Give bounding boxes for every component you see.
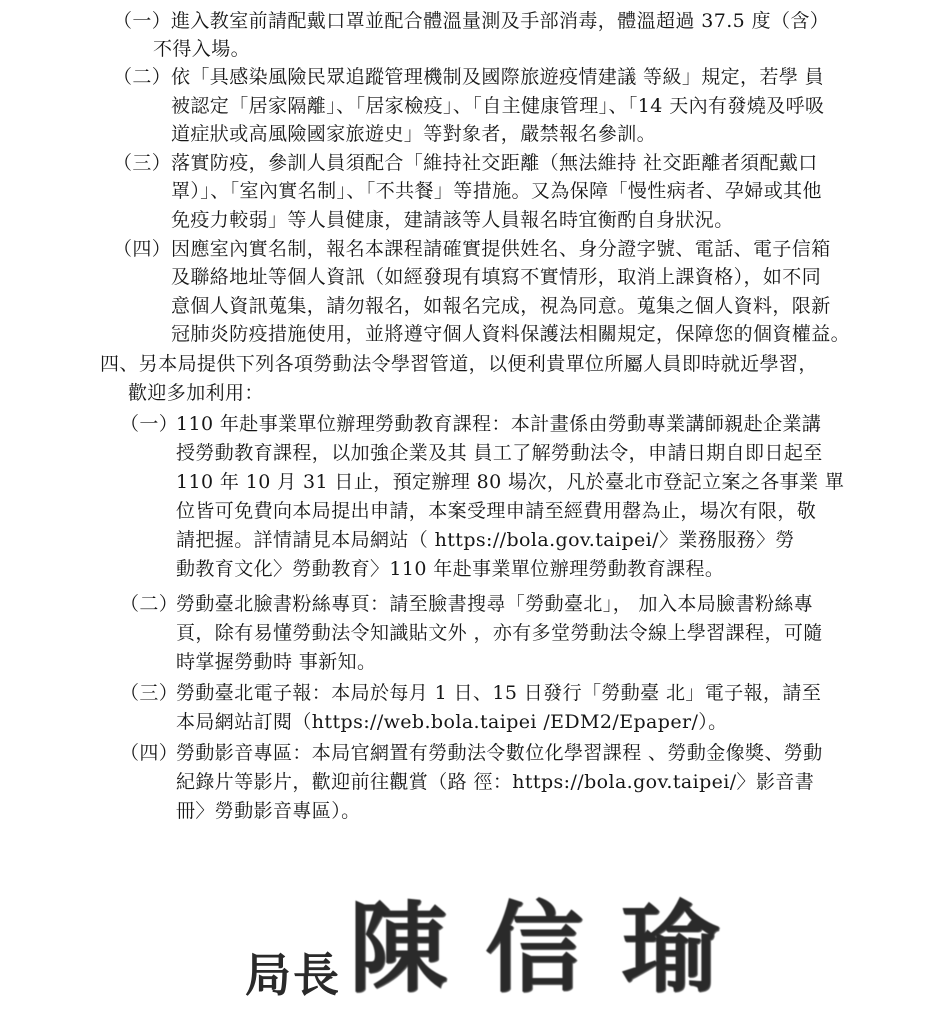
item-marker: （二） bbox=[120, 593, 179, 615]
text-line: 勞動臺北電子報：本局於每月 1 日、15 日發行「勞動臺 北」電子報，請至 bbox=[176, 682, 822, 704]
text-line: 及聯絡地址等個人資訊（如經發現有填寫不實情形，取消上課資格），如不同 bbox=[171, 266, 822, 288]
text-line: 紀錄片等影片，歡迎前往觀賞（路 徑：https://bola.gov.taipei/〉影音書 bbox=[176, 771, 815, 793]
section-heading: 歡迎多加利用： bbox=[128, 382, 264, 404]
item-marker: （三） bbox=[113, 152, 172, 174]
text-line: 冠肺炎防疫措施使用，並將遵守個人資料保護法相關規定，保障您的個資權益。 bbox=[171, 323, 851, 345]
item-marker: （一） bbox=[113, 10, 172, 32]
text-line: 因應室內實名制，報名本課程請確實提供姓名、身分證字號、電話、電子信箱 bbox=[171, 238, 831, 260]
text-line: 落實防疫，參訓人員須配合「維持社交距離（無法維持 社交距離者須配戴口 bbox=[171, 152, 818, 174]
text-line: 110 年 10 月 31 日止，預定辦理 80 場次，凡於臺北市登記立案之各事業 單 bbox=[176, 471, 845, 493]
item-marker: （三） bbox=[120, 682, 179, 704]
text-line: 位皆可免費向本局提出申請，本案受理申請至經費用罄為止，場次有限，敬 bbox=[176, 500, 817, 522]
item-marker: （四） bbox=[120, 742, 179, 764]
signature-name: 陳信瑜 bbox=[349, 891, 758, 1006]
text-line: 免疫力較弱」等人員健康，建請該等人員報名時宜衡酌自身狀況。 bbox=[171, 209, 734, 231]
text-line: 進入教室前請配戴口罩並配合體溫量測及手部消毒，體溫超過 37.5 度（含） bbox=[171, 10, 830, 32]
text-line: 時掌握勞動時 事新知。 bbox=[176, 651, 377, 673]
item-marker: （一） bbox=[120, 413, 179, 435]
signature-title: 局長 bbox=[245, 948, 341, 1002]
text-line: 被認定「居家隔離」、「居家檢疫」、「自主健康管理」、「14 天內有發燒及呼吸 bbox=[171, 95, 825, 117]
text-line: 110 年赴事業單位辦理勞動教育課程：本計畫係由勞動專業講師親赴企業講 bbox=[176, 413, 822, 435]
text-line: 頁，除有易懂勞動法令知識貼文外 ，亦有多堂勞動法令線上學習課程，可隨 bbox=[176, 622, 823, 644]
text-line: 罩）」、「室內實名制」、「不共餐」等措施。又為保障「慢性病者、孕婦或其他 bbox=[171, 180, 822, 202]
text-line: 道症狀或高風險國家旅遊史」等對象者，嚴禁報名參訓。 bbox=[171, 123, 657, 145]
text-line: 勞動影音專區：本局官網置有勞動法令數位化學習課程 、勞動金像獎、勞動 bbox=[176, 742, 823, 764]
item-marker: （二） bbox=[113, 66, 172, 88]
text-line: 動教育文化〉勞動教育〉110 年赴事業單位辦理勞動教育課程。 bbox=[176, 558, 725, 580]
text-line: 勞動臺北臉書粉絲專頁：請至臉書搜尋「勞動臺北」， 加入本局臉書粉絲專 bbox=[176, 593, 814, 615]
section-heading: 四、另本局提供下列各項勞動法令學習管道，以便利貴單位所屬人員即時就近學習， bbox=[100, 353, 818, 375]
director-signature-stamp bbox=[245, 891, 758, 1006]
text-line: 冊〉勞動影音專區）。 bbox=[176, 800, 361, 822]
text-line: 依「具感染風險民眾追蹤管理機制及國際旅遊疫情建議 等級」規定，若學 員 bbox=[171, 66, 825, 88]
item-marker: （四） bbox=[113, 238, 172, 260]
text-line: 授勞動教育課程，以加強企業及其 員工了解勞動法令，申請日期自即日起至 bbox=[176, 442, 823, 464]
text-line: 請把握。詳情請見本局網站（ https://bola.gov.taipei/〉業務服務〉勞 bbox=[176, 529, 795, 551]
text-line: 本局網站訂閱（https://web.bola.taipei /EDM2/Epaper/）。 bbox=[176, 711, 728, 733]
text-line: 意個人資訊蒐集，請勿報名，如報名完成，視為同意。蒐集之個人資料，限新 bbox=[171, 295, 831, 317]
text-line: 不得入場。 bbox=[153, 38, 251, 60]
